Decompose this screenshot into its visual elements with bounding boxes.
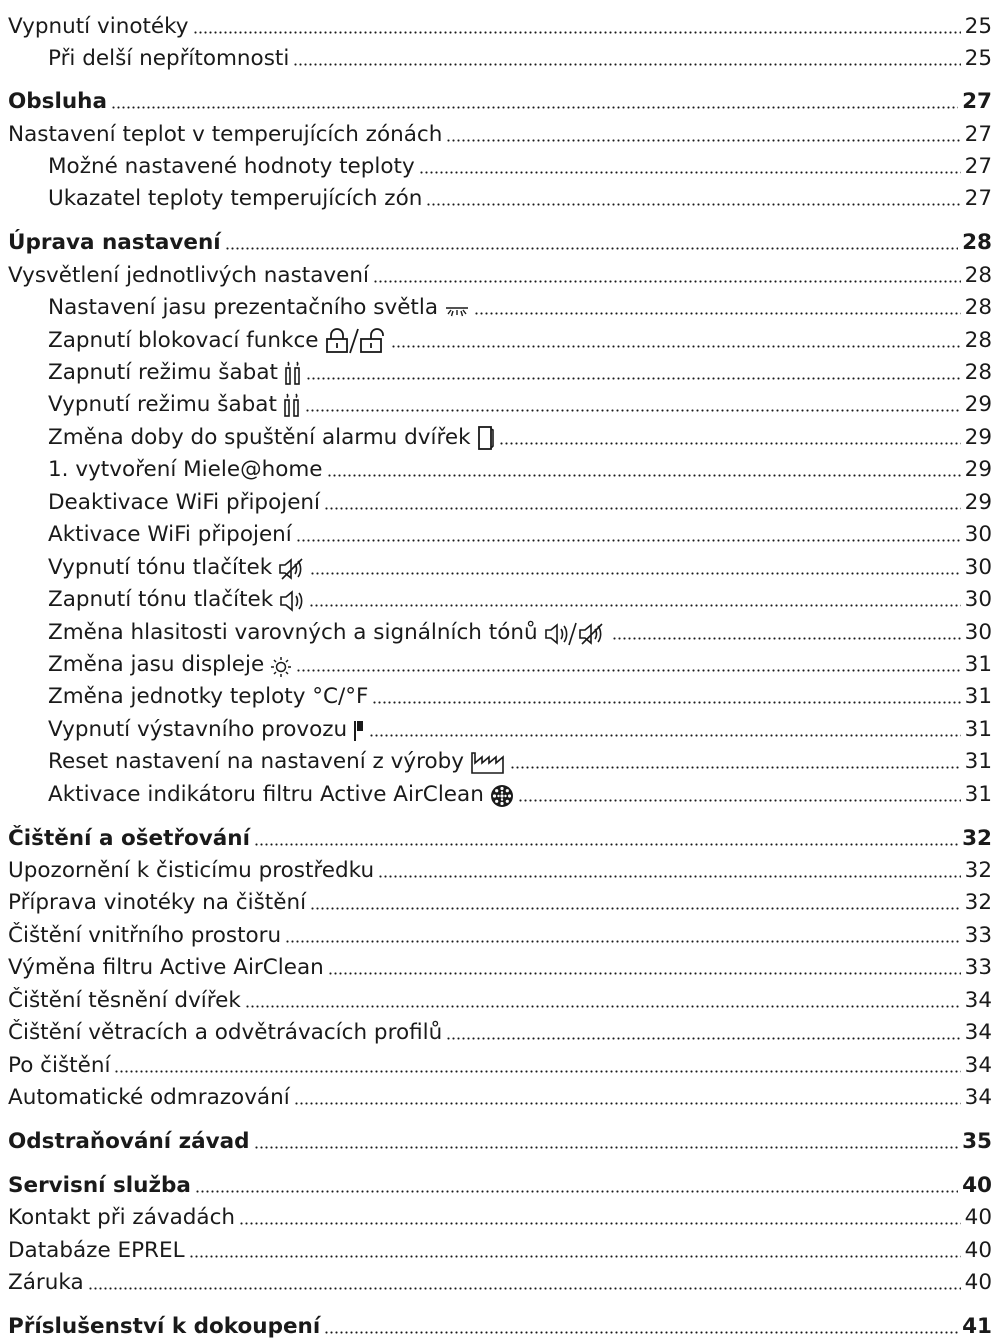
factory-icon	[470, 751, 506, 775]
page-number: 30	[964, 555, 992, 580]
page-number: 32	[962, 826, 992, 851]
dot-leader	[114, 1070, 960, 1073]
toc-entry[interactable]	[8, 709, 992, 743]
dot-leader	[372, 701, 960, 704]
table-of-contents	[8, 0, 992, 1339]
toc-entry-label	[48, 457, 323, 483]
toc-entry-label	[48, 717, 365, 743]
page-number: 29	[964, 457, 992, 482]
toc-entry-label	[8, 1053, 110, 1079]
toc-entry-text: Příslušenství k dokoupení	[8, 1314, 321, 1339]
dot-leader	[446, 1037, 960, 1040]
toc-entry[interactable]	[8, 1121, 992, 1155]
dot-leader	[369, 734, 960, 737]
speaker-icon	[279, 589, 305, 613]
dot-leader	[327, 474, 961, 477]
toc-entry[interactable]	[8, 482, 992, 516]
toc-entry-text: Vysvětlení jednotlivých nastavení	[8, 263, 369, 288]
toc-entry-label	[8, 1085, 290, 1111]
dot-leader	[189, 1255, 961, 1258]
toc-entry-label	[48, 360, 302, 386]
toc-entry-text: Nastavení jasu prezentačního světla	[48, 295, 439, 320]
toc-entry[interactable]	[8, 947, 992, 981]
toc-entry-label	[8, 988, 241, 1014]
toc-entry-text: Čištění vnitřního prostoru	[8, 923, 282, 948]
toc-entry-text: Reset nastavení na nastavení z výroby	[48, 749, 464, 774]
toc-entry[interactable]	[8, 612, 992, 646]
dot-leader	[293, 63, 960, 66]
toc-entry-text: Příprava vinotéky na čištění	[8, 890, 307, 915]
toc-entry[interactable]	[8, 547, 992, 581]
toc-entry-text: Automatické odmrazování	[8, 1085, 290, 1110]
dot-leader	[225, 247, 958, 250]
toc-entry-text: Vypnutí režimu šabat	[48, 392, 277, 417]
dot-leader	[254, 1146, 959, 1149]
toc-entry-label	[8, 955, 324, 981]
toc-entry-text: Záruka	[8, 1270, 84, 1295]
toc-entry[interactable]	[8, 514, 992, 548]
speaker-and-muted-icon	[544, 622, 608, 646]
dot-leader	[245, 1005, 961, 1008]
dot-leader	[285, 940, 961, 943]
toc-entry-text: Výměna filtru Active AirClean	[8, 955, 324, 980]
toc-entry[interactable]	[8, 287, 992, 321]
toc-entry-text: Servisní služba	[8, 1173, 191, 1198]
toc-entry[interactable]	[8, 882, 992, 916]
dot-leader	[328, 972, 961, 975]
toc-entry[interactable]	[8, 146, 992, 180]
toc-entry[interactable]	[8, 222, 992, 256]
toc-entry-label	[8, 1173, 191, 1199]
toc-entry-text: 1. vytvoření Miele@home	[48, 457, 323, 482]
page-number: 31	[964, 749, 992, 774]
toc-entry-label	[8, 923, 281, 949]
page-number: 31	[964, 717, 992, 742]
toc-entry[interactable]	[8, 1197, 992, 1231]
page-number: 29	[964, 392, 992, 417]
dot-leader	[254, 843, 958, 846]
toc-entry-label	[48, 46, 289, 72]
toc-entry[interactable]	[8, 114, 992, 148]
dot-leader	[324, 507, 961, 510]
dot-leader	[391, 345, 961, 348]
toc-entry-text: Změna hlasitosti varovných a signálních tónů	[48, 620, 538, 645]
toc-entry[interactable]	[8, 1045, 992, 1079]
toc-entry-text: Vypnutí výstavního provozu	[48, 717, 348, 742]
toc-entry-text: Aktivace indikátoru filtru Active AirClean	[48, 782, 484, 807]
page-number: 28	[962, 230, 992, 255]
toc-entry-label	[48, 295, 470, 321]
dot-leader	[499, 442, 961, 445]
dot-leader	[306, 377, 961, 380]
toc-entry-label	[48, 782, 514, 808]
dot-leader	[111, 106, 958, 109]
dot-leader	[446, 139, 960, 142]
toc-entry[interactable]	[8, 352, 992, 386]
page-number: 33	[964, 955, 992, 980]
toc-entry-label	[48, 522, 292, 548]
dot-leader	[474, 312, 961, 315]
page-number: 41	[962, 1314, 992, 1339]
lock-unlock-icon	[325, 328, 387, 354]
page-number: 34	[964, 1020, 992, 1045]
toc-entry-text: Nastavení teplot v temperujících zónách	[8, 122, 443, 147]
page-number: 27	[964, 122, 992, 147]
toc-entry-label	[48, 684, 368, 710]
toc-entry[interactable]	[8, 1077, 992, 1111]
toc-entry-text: Ukazatel teploty temperujících zón	[48, 186, 423, 211]
page-number: 40	[964, 1270, 992, 1295]
page-number: 31	[964, 684, 992, 709]
toc-entry[interactable]	[8, 6, 992, 40]
toc-entry[interactable]	[8, 449, 992, 483]
toc-entry-label	[8, 263, 369, 289]
filter-icon	[490, 784, 514, 808]
toc-entry-label	[8, 858, 374, 884]
toc-entry-text: Úprava nastavení	[8, 230, 221, 255]
dot-leader	[88, 1287, 961, 1290]
toc-entry-label	[8, 1020, 442, 1046]
page-number: 33	[964, 923, 992, 948]
toc-entry[interactable]	[8, 774, 992, 808]
sabbath-candles-icon	[284, 360, 302, 386]
toc-entry-text: Změna jasu displeje	[48, 652, 265, 677]
toc-entry-label	[48, 425, 495, 451]
page-number: 35	[962, 1129, 992, 1154]
dot-leader	[296, 539, 961, 542]
toc-entry-label	[48, 328, 387, 354]
sabbath-candles-icon	[283, 392, 301, 418]
toc-entry[interactable]	[8, 1306, 992, 1340]
dot-leader	[195, 1190, 958, 1193]
dot-leader	[510, 766, 961, 769]
page-number: 34	[964, 988, 992, 1013]
toc-entry[interactable]	[8, 320, 992, 354]
page-number: 27	[962, 89, 992, 114]
page-number: 34	[964, 1085, 992, 1110]
toc-entry-label	[48, 620, 608, 646]
page-number: 25	[964, 14, 992, 39]
toc-entry-label	[8, 826, 250, 852]
toc-entry-text: Zapnutí blokovací funkce	[48, 328, 319, 353]
dot-leader	[373, 280, 961, 283]
demo-mode-icon	[353, 719, 365, 743]
toc-entry-text: Deaktivace WiFi připojení	[48, 490, 321, 515]
toc-entry-label	[48, 555, 306, 581]
toc-entry-text: Zapnutí tónu tlačítek	[48, 587, 274, 612]
toc-entry[interactable]	[8, 417, 992, 451]
speaker-muted-icon	[278, 557, 306, 581]
dot-leader	[310, 907, 961, 910]
toc-entry-text: Vypnutí tónu tlačítek	[48, 555, 273, 580]
toc-entry-label	[8, 89, 107, 115]
toc-entry[interactable]	[8, 1230, 992, 1264]
toc-entry[interactable]	[8, 915, 992, 949]
dot-leader	[239, 1222, 961, 1225]
dot-leader	[324, 1331, 958, 1334]
page-number: 29	[964, 425, 992, 450]
door-icon	[477, 425, 495, 451]
page-number: 31	[964, 652, 992, 677]
dot-leader	[426, 203, 960, 206]
toc-entry-text: Odstraňování závad	[8, 1129, 250, 1154]
toc-entry[interactable]	[8, 1262, 992, 1296]
page-number: 32	[964, 890, 992, 915]
page-number: 28	[964, 360, 992, 385]
dot-leader	[612, 637, 961, 640]
dot-leader	[419, 171, 961, 174]
toc-entry-text: Při delší nepřítomnosti	[48, 46, 290, 71]
page-number: 27	[964, 186, 992, 211]
toc-entry[interactable]	[8, 676, 992, 710]
dot-leader	[193, 31, 961, 34]
dot-leader	[378, 875, 961, 878]
dot-leader	[305, 409, 961, 412]
page-number: 30	[964, 522, 992, 547]
toc-entry[interactable]	[8, 741, 992, 775]
toc-entry[interactable]	[8, 384, 992, 418]
page-number: 27	[964, 154, 992, 179]
toc-entry[interactable]	[8, 850, 992, 884]
dot-leader	[294, 1102, 961, 1105]
toc-entry-text: Obsluha	[8, 89, 107, 114]
toc-entry[interactable]	[8, 38, 992, 72]
toc-entry-text: Čištění větracích a odvětrávacích profilů	[8, 1020, 443, 1045]
toc-entry-text: Databáze EPREL	[8, 1238, 185, 1263]
toc-entry-label	[48, 392, 301, 418]
dot-leader	[518, 799, 961, 802]
toc-entry-label	[8, 1129, 250, 1155]
toc-entry-label	[48, 186, 422, 212]
toc-entry-text: Upozornění k čisticímu prostředku	[8, 858, 375, 883]
toc-entry-text: Čištění a ošetřování	[8, 826, 250, 851]
toc-entry-label	[8, 230, 221, 256]
page-number: 34	[964, 1053, 992, 1078]
page-number: 40	[964, 1205, 992, 1230]
toc-entry-label	[8, 1205, 235, 1231]
toc-entry-label	[48, 490, 320, 516]
toc-entry-label	[8, 890, 306, 916]
toc-entry-label	[48, 749, 506, 775]
toc-entry-text: Změna jednotky teploty °C/°F	[48, 684, 369, 709]
toc-entry-label	[8, 14, 189, 40]
toc-entry-label	[48, 652, 292, 678]
toc-entry-text: Po čištění	[8, 1053, 111, 1078]
page-number: 40	[964, 1238, 992, 1263]
toc-entry-text: Kontakt při závadách	[8, 1205, 236, 1230]
presentation-light-icon	[444, 305, 470, 321]
toc-entry-label	[8, 122, 442, 148]
toc-entry-text: Aktivace WiFi připojení	[48, 522, 292, 547]
toc-entry-text: Zapnutí režimu šabat	[48, 360, 278, 385]
page-number: 25	[964, 46, 992, 71]
toc-entry[interactable]	[8, 1165, 992, 1199]
page-number: 28	[964, 328, 992, 353]
toc-entry-text: Možné nastavené hodnoty teploty	[48, 154, 415, 179]
dot-leader	[309, 604, 960, 607]
page-number: 30	[964, 620, 992, 645]
page-number: 28	[964, 263, 992, 288]
dot-leader	[310, 572, 960, 575]
toc-entry-label	[8, 1238, 185, 1264]
toc-entry[interactable]	[8, 1012, 992, 1046]
toc-entry-label	[8, 1270, 84, 1296]
page-number: 40	[962, 1173, 992, 1198]
page-number: 30	[964, 587, 992, 612]
page-number: 29	[964, 490, 992, 515]
toc-entry[interactable]	[8, 980, 992, 1014]
toc-entry[interactable]	[8, 579, 992, 613]
toc-entry[interactable]	[8, 81, 992, 115]
toc-entry[interactable]	[8, 255, 992, 289]
page-number: 32	[964, 858, 992, 883]
toc-entry-label	[8, 1314, 320, 1340]
toc-entry[interactable]	[8, 818, 992, 852]
toc-entry[interactable]	[8, 644, 992, 678]
toc-entry-label	[48, 154, 415, 180]
brightness-icon	[270, 656, 292, 678]
dot-leader	[296, 669, 960, 672]
toc-entry-text: Vypnutí vinotéky	[8, 14, 189, 39]
page-number: 31	[964, 782, 992, 807]
toc-entry-label	[48, 587, 305, 613]
toc-entry[interactable]	[8, 178, 992, 212]
page-number: 28	[964, 295, 992, 320]
toc-entry-text: Čištění těsnění dvířek	[8, 988, 241, 1013]
toc-entry-text: Změna doby do spuštění alarmu dvířek	[48, 425, 471, 450]
